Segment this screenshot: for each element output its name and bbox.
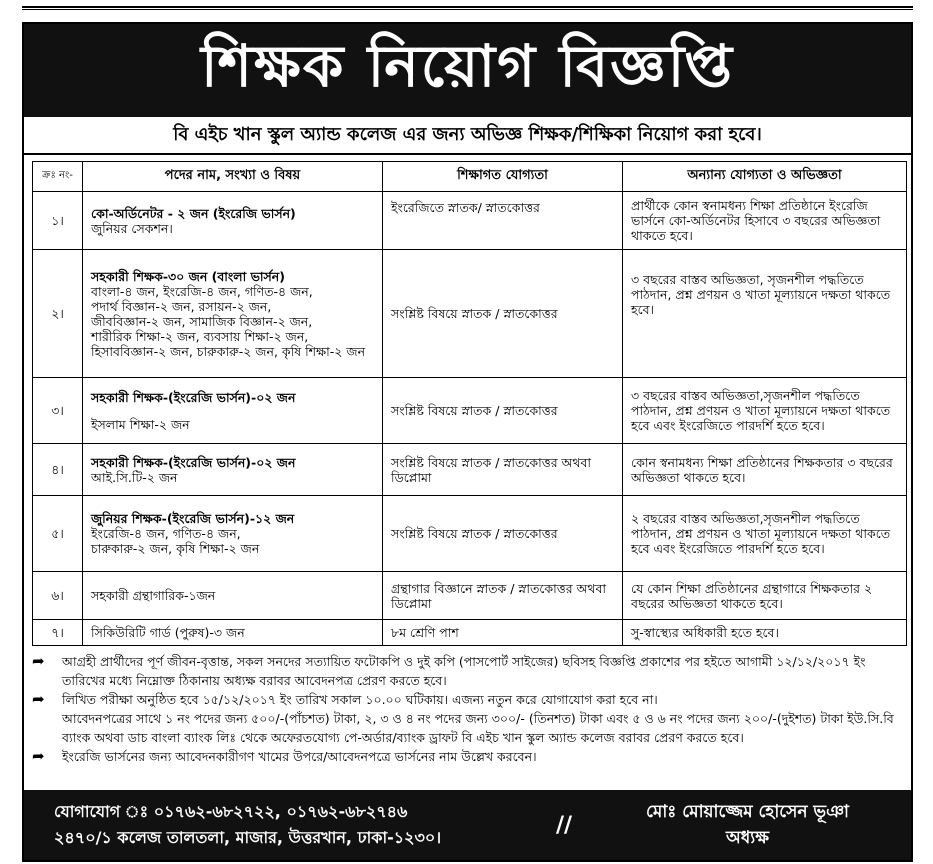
post-line: বাংলা-৪ জন, ইংরেজি-৪ জন, গণিত-৪ জন,: [91, 283, 313, 299]
note-text: আগ্রহী প্রার্থীদের পূর্ণ জীবন-বৃত্তান্ত, সকল সনদের সত্যায়িত ফটোকপি ও দুই কপি (পাসপোর্ট সাইজের) ছবিসহ বিজ্ঞপ্তি প্রকাশের পর হইতে আগামী ১২/১২/২০১৭ ইং তারিখের মধ্যে নিম্নোক্ত ঠিকানায় অধ্যক্ষ বরাবর আবেদনপত্র প্রেরণ করতে হবে।: [62, 654, 866, 688]
row-post: [83, 378, 383, 444]
table-row: [33, 378, 907, 444]
post-line: ইংরেজি-৪ জন, গণিত-৪ জন,: [91, 526, 241, 541]
row-serial: ২।: [33, 250, 83, 378]
post-line: আই.সি.টি-২ জন: [91, 469, 178, 485]
table-row: [33, 572, 907, 620]
header-qualification: শিক্ষাগত যোগ্যতা: [383, 162, 623, 192]
contact-phone: যোগাযোগ ঃ ০১৭৬২-৬৮২৭২২, ০১৭৬২-৬৮২৭৪৬: [54, 802, 408, 821]
footer-bar: [24, 790, 911, 860]
post-title: জুনিয়র শিক্ষক-(ইংরেজি ভার্সন)-১২ জন: [91, 511, 295, 526]
row-qualification: সংশ্লিষ্ট বিষয়ে স্নাতক / স্নাতকোত্তর: [383, 496, 623, 572]
post-line: সিকিউরিটি গার্ড (পুরুষ)-৩ জন: [91, 625, 245, 640]
note-item: [32, 709, 903, 747]
row-experience: ৩ বছরের বাস্তব অভিজ্ঞতা, সৃজনশীল পদ্ধতিতে পাঠদান, প্রশ্ন প্রণয়ন ও খাতা মূল্যায়নে দক্ষতা থাকতে হবে।: [623, 250, 907, 378]
header-post: পদের নাম, সংখ্যা ও বিষয়: [83, 162, 383, 192]
row-post: [83, 496, 383, 572]
row-serial: ১।: [33, 192, 83, 250]
table-header-row: [33, 162, 907, 192]
table-row: [33, 192, 907, 250]
top-rule: [22, 6, 913, 10]
table-row: [33, 250, 907, 378]
vacancy-table: [32, 161, 907, 646]
post-line: চারুকারু-২ জন, কৃষি শিক্ষা-২ জন: [91, 541, 260, 556]
row-experience: ৩ বছরের বাস্তব অভিজ্ঞতা,সৃজনশীল পদ্ধতিতে পাঠদান, প্রশ্ন প্রণয়ন ও খাতা মূল্যায়নে দক্ষতা থাকতে হবে এবং ইংরেজিতে পারদর্শি হতে হবে।: [623, 378, 907, 444]
row-post: [83, 250, 383, 378]
row-qualification: ইংরেজিতে স্নাতক/ স্নাতকোত্তর: [383, 192, 623, 250]
row-post: [83, 572, 383, 620]
note-text: ইংরেজি ভার্সনের জন্য আবেদনকারীগণ খামের উপরে/আবেদনপত্রে ভার্সনের নাম উল্লেখ করবেন।: [62, 749, 537, 764]
row-experience: যে কোন শিক্ষা প্রতিষ্ঠানের গ্রন্থাগারে শিক্ষকতার ২ বছরের অভিজ্ঞতা থাকতে হবে।: [623, 572, 907, 620]
signatory-block: [584, 799, 911, 851]
table-row: [33, 444, 907, 496]
row-serial: ৬।: [33, 572, 83, 620]
table-row: [33, 496, 907, 572]
arrow-icon: ➦: [32, 747, 45, 765]
contact-block: [24, 799, 544, 851]
row-serial: ৭।: [33, 620, 83, 646]
footer-separator: //: [555, 812, 573, 838]
header-experience: অন্যান্য যোগ্যতা ও অভিজ্ঞতা: [623, 162, 907, 192]
row-qualification: গ্রন্থাগার বিজ্ঞানে স্নাতক / স্নাতকোত্তর অথবা ডিপ্লোমা: [383, 572, 623, 620]
row-qualification: সংশ্লিষ্ট বিষয়ে স্নাতক / স্নাতকোত্তর অথবা ডিপ্লোমা: [383, 444, 623, 496]
post-line: সহকারী গ্রন্থাগারিক-১জন: [91, 588, 216, 603]
arrow-icon: ➦: [32, 652, 45, 670]
row-serial: ৩।: [33, 378, 83, 444]
contact-address: ২৪৭০/১ কলেজ তালতলা, মাজার, উত্তরখান, ঢাকা-১২৩০।: [54, 828, 442, 847]
table-row: [33, 620, 907, 646]
row-qualification: সংশ্লিষ্ট বিষয়ে স্নাতক / স্নাতকোত্তর: [383, 250, 623, 378]
row-post: [83, 444, 383, 496]
note-item: [32, 690, 903, 709]
signatory-name: মোঃ মোয়াজ্জেম হোসেন ভূঞা: [646, 802, 849, 822]
row-experience: সু-স্বাস্থ্যের অধিকারী হতে হবে।: [623, 620, 907, 646]
post-line: পদার্থ বিজ্ঞান-২ জন, রসায়ন-২ জন,: [91, 298, 272, 314]
post-line: ইসলাম শিক্ষা-২ জন: [91, 416, 190, 432]
row-post: [83, 192, 383, 250]
row-experience: ২ বছরের বাস্তব অভিজ্ঞতা,সৃজনশীল পদ্ধতিতে পাঠদান, প্রশ্ন প্রণয়ন ও খাতা মূল্যায়নে দক্ষতা থাকতে হবে এবং ইংরেজিতে পারদর্শি হতে হবে।: [623, 496, 907, 572]
row-serial: ৫।: [33, 496, 83, 572]
post-title: সহকারী শিক্ষক-(ইংরেজি ভার্সন)-০২ জন: [91, 389, 296, 405]
signatory-title: অধ্যক্ষ: [726, 828, 769, 848]
row-qualification: সংশ্লিষ্ট বিষয়ে স্নাতক / স্নাতকোত্তর: [383, 378, 623, 444]
row-experience: প্রার্থীকে কোন স্বনামধন্য শিক্ষা প্রতিষ্ঠানে ইংরেজি ভার্সনে কো-অর্ডিনেটর হিসাবে ৩ বছরের অভিজ্ঞতা থাকতে হবে।: [623, 192, 907, 250]
row-post: [83, 620, 383, 646]
post-title: কো-অর্ডিনেটর - ২ জন (ইংরেজি ভার্সন): [91, 205, 296, 221]
row-serial: ৪।: [33, 444, 83, 496]
note-item: [32, 652, 903, 690]
note-item: [32, 747, 903, 766]
post-line: হিসাববিজ্ঞান-২ জন, চারুকারু-২ জন, কৃষি শিক্ষা-২ জন: [91, 343, 366, 359]
notice-subtitle: বি এইচ খান স্কুল অ্যান্ড কলেজ এর জন্য অভিজ্ঞ শিক্ষক/শিক্ষিকা নিয়োগ করা হবে।: [24, 117, 911, 155]
post-title: সহকারী শিক্ষক-৩০ জন (বাংলা ভার্সন): [91, 268, 285, 284]
notes-list: [32, 652, 903, 766]
header-serial: ক্রঃ নং-: [33, 162, 83, 192]
post-line: জুনিয়র সেকশন।: [91, 220, 173, 236]
post-line: শারীরিক শিক্ষা-২ জন, ব্যবসায় শিক্ষা-২ জন,: [91, 328, 309, 344]
notice-title: শিক্ষক নিয়োগ বিজ্ঞপ্তি: [24, 24, 911, 117]
row-experience: কোন স্বনামধন্য শিক্ষা প্রতিষ্ঠানের শিক্ষকতার ৩ বছরের অভিজ্ঞতা থাকতে হবে।: [623, 444, 907, 496]
arrow-icon: ➦: [32, 690, 45, 708]
post-title: সহকারী শিক্ষক-(ইংরেজি ভার্সন)-০২ জন: [91, 454, 296, 470]
note-text: আবেদনপত্রের সাথে ১ নং পদের জন্য ৫০০/-(পাঁচশত) টাকা, ২, ৩ ও ৪ নং পদের জন্য ৩০০/- (তিনশত) টাকা এবং ৫ ও ৬ নং পদের জন্য ২০০/-(দুইশত) টাকা ইউ.সি.বি ব্যাংক অথবা ডাচ বাংলা ব্যাংক লিঃ থেকে অফেরতযোগ্য পে-অর্ডার/ব্যাংক ড্রাফট বি এইচ খান স্কুল অ্যান্ড কলেজ বরাবর প্রেরণ করতে হবে।: [62, 711, 894, 745]
post-line: জীববিজ্ঞান-২ জন, সামাজিক বিজ্ঞান-২ জন,: [91, 313, 313, 329]
note-text: লিখিত পরীক্ষা অনুষ্ঠিত হবে ১৫/১২/২০১৭ ইং তারিখ সকাল ১০.০০ ঘটিকায়। এজন্য নতুন করে যোগাযোগ করা হবে না।: [62, 692, 658, 707]
row-qualification: ৮ম শ্রেণি পাশ: [383, 620, 623, 646]
notice-frame: [22, 22, 913, 862]
